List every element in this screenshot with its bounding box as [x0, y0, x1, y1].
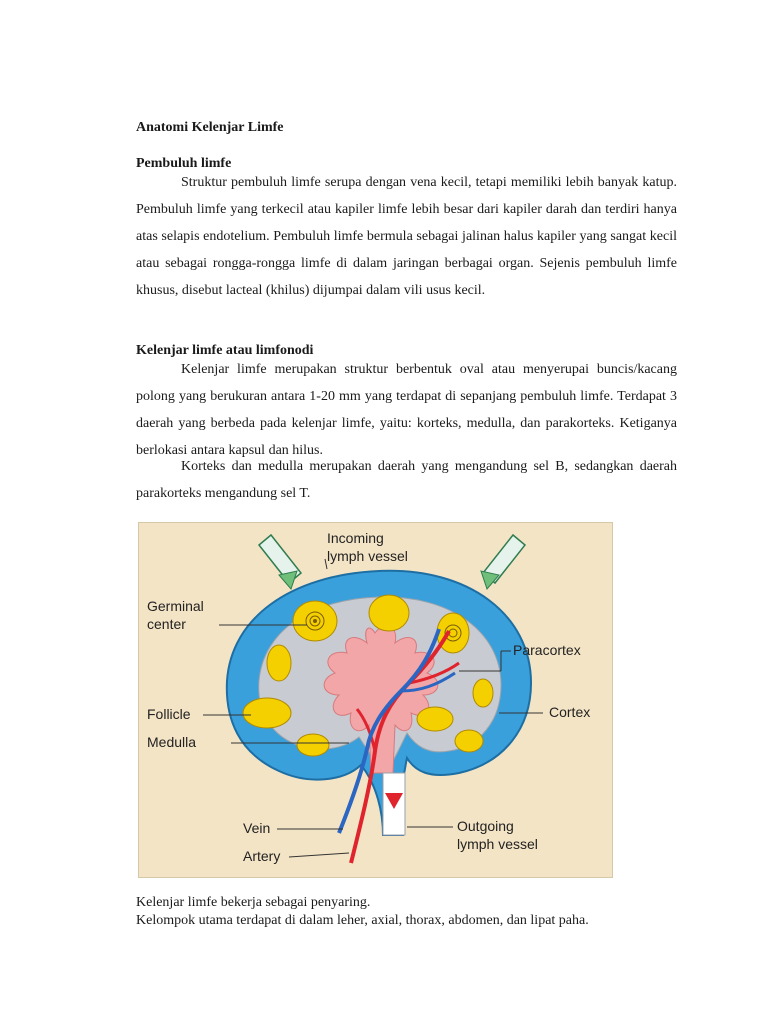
label-medulla: Medulla: [147, 734, 197, 750]
label-vein: Vein: [243, 820, 271, 836]
lymph-node-diagram: [138, 522, 613, 878]
label-paracortex: Paracortex: [513, 642, 581, 658]
paragraph-pembuluh-limfe: Struktur pembuluh limfe serupa dengan vena kecil, tetapi memiliki lebih banyak katup. Pembuluh limfe yang terkecil atau kapiler limfe lebih besar dari kapiler darah dan terdiri hanya atas selapis endotelium. Pembuluh limfe bermula sebagai jalinan halus kapiler yang sangat kecil atau sebagai rongga-rongga limfe di dalam jaringan berbagai organ. Sejenis pembuluh limfe khusus, disebut lacteal (khilus) dijumpai dalam vili usus kecil.: [136, 175, 677, 298]
caption-line-1: Kelenjar limfe bekerja sebagai penyaring.: [136, 895, 371, 910]
label-incoming-line1: Incoming: [327, 530, 384, 546]
label-cortex: Cortex: [549, 704, 591, 720]
label-outgoing-line2: lymph vessel: [457, 836, 538, 852]
lymph-node-svg: [139, 523, 612, 877]
follicle: [473, 679, 493, 707]
section-heading-kelenjar-limfe: Kelenjar limfe atau limfonodi: [136, 343, 314, 358]
follicle: [267, 645, 291, 681]
follicle: [455, 730, 483, 752]
document-title: Anatomi Kelenjar Limfe: [136, 120, 284, 135]
section-heading-pembuluh-limfe: Pembuluh limfe: [136, 156, 232, 171]
follicle: [417, 707, 453, 731]
follicle: [437, 613, 469, 653]
paragraph-kelenjar-limfe-1: Kelenjar limfe merupakan struktur berbentuk oval atau menyerupai buncis/kacang polong yang berukuran antara 1-20 mm yang terdapat di sepanjang pembuluh limfe. Terdapat 3 daerah yang berbeda pada kelenjar limfe, yaitu: korteks, medulla, dan parakorteks. Ketiganya berlokasi antara kapsul dan hilus.: [136, 362, 677, 458]
label-artery: Artery: [243, 848, 281, 864]
label-incoming-line2: lymph vessel: [327, 548, 408, 564]
paragraph-kelenjar-limfe-2: Korteks dan medulla merupakan daerah yang mengandung sel B, sedangkan daerah parakorteks mengandung sel T.: [136, 459, 677, 501]
follicle: [243, 698, 291, 728]
follicle: [297, 734, 329, 756]
label-germinal-line2: center: [147, 616, 186, 632]
follicle: [369, 595, 409, 631]
caption-line-2: Kelompok utama terdapat di dalam leher, axial, thorax, abdomen, dan lipat paha.: [136, 913, 589, 928]
leader-line: [289, 853, 349, 857]
label-germinal-line1: Germinal: [147, 598, 204, 614]
label-outgoing-line1: Outgoing: [457, 818, 514, 834]
label-follicle: Follicle: [147, 706, 191, 722]
germinal-center-core: [313, 619, 317, 623]
